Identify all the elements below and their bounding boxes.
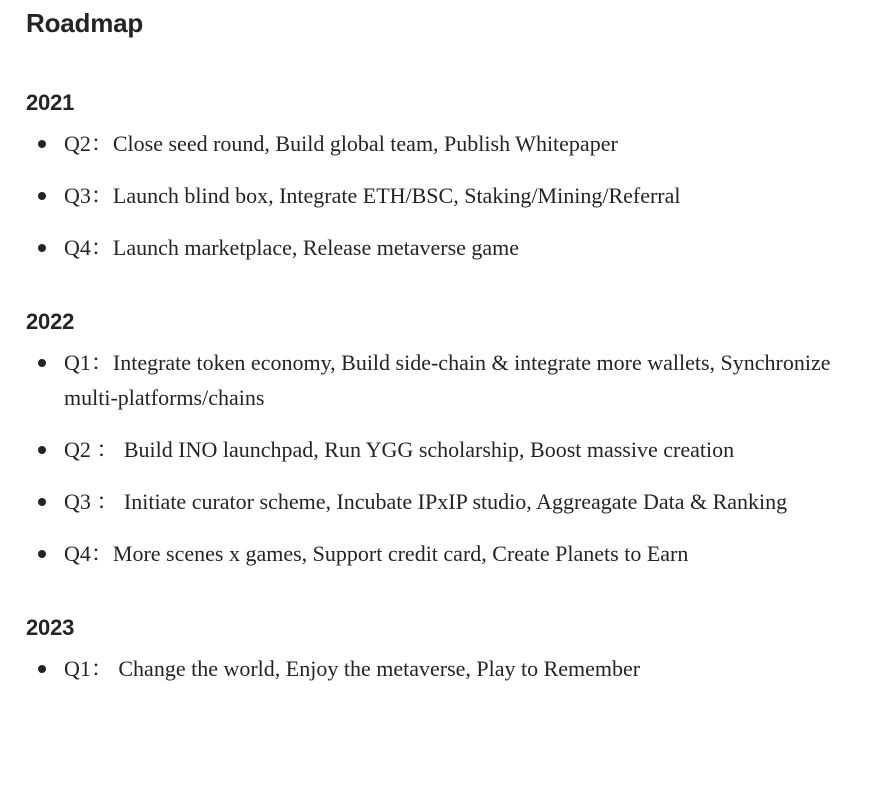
bullet-icon [38, 359, 46, 367]
list-item-text: Q3 ： Initiate curator scheme, Incubate IPxIP studio, Aggreagate Data & Ranking [64, 489, 788, 514]
section-2021 [26, 90, 858, 265]
list-item-text: Q1：Integrate token economy, Build side-chain & integrate more wallets, Synchronize multi-platforms/chains [64, 350, 831, 410]
page-title: Roadmap [26, 8, 144, 38]
bullet-icon [38, 192, 46, 200]
year-heading-2023: 2023 [26, 615, 75, 640]
list-item-text: Q2：Close seed round, Build global team, Publish Whitepaper [64, 131, 618, 156]
list-item [26, 345, 858, 415]
list-item [26, 178, 858, 213]
bullet-icon [38, 665, 46, 673]
list-item [26, 230, 858, 265]
bullet-icon [38, 446, 46, 454]
bullet-icon [38, 244, 46, 252]
milestone-list-2022 [26, 345, 858, 571]
bullet-icon [38, 140, 46, 148]
year-heading-2022: 2022 [26, 309, 75, 334]
year-heading-2021: 2021 [26, 90, 75, 115]
list-item-text: Q4：Launch marketplace, Release metaverse game [64, 235, 520, 260]
list-item-text: Q3：Launch blind box, Integrate ETH/BSC, Staking/Mining/Referral [64, 183, 681, 208]
list-item [26, 536, 858, 571]
section-2022 [26, 309, 858, 571]
bullet-icon [38, 498, 46, 506]
list-item-text: Q2 ： Build INO launchpad, Run YGG scholarship, Boost massive creation [64, 437, 735, 462]
list-item [26, 432, 858, 467]
milestone-list-2021 [26, 126, 858, 265]
section-2023 [26, 615, 858, 686]
list-item-text: Q4：More scenes x games, Support credit card, Create Planets to Earn [64, 541, 689, 566]
list-item-text: Q1： Change the world, Enjoy the metaverse, Play to Remember [64, 656, 641, 681]
list-item [26, 484, 858, 519]
bullet-icon [38, 550, 46, 558]
list-item [26, 651, 858, 686]
milestone-list-2023 [26, 651, 858, 686]
list-item [26, 126, 858, 161]
